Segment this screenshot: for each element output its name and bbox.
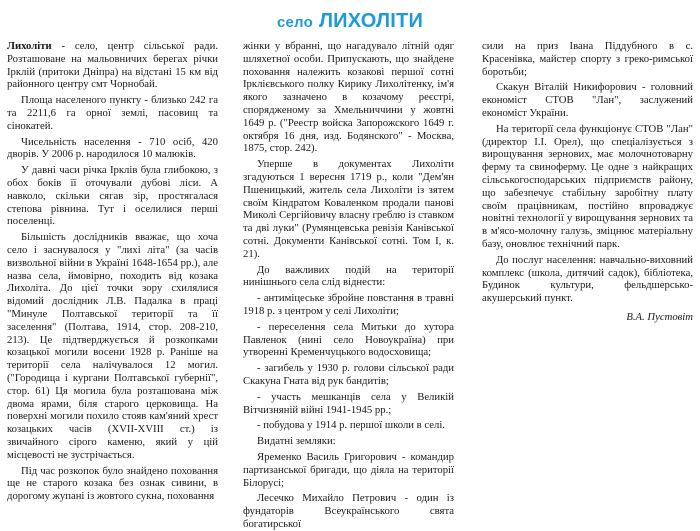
- page-title: [0, 10, 700, 33]
- col2-event-4: - участь мешканців села у Великій Вітчизняній війні 1941-1945 рр.;: [243, 390, 454, 416]
- col2-event-5: - побудова у 1914 р. першої школи в селі.: [257, 419, 445, 432]
- col1-history-nature: У давні часи річка Ірклів була глибокою, з обох боків її оточували дубові ліси. А навколо, скільки сягав зір, простягалася степова рівнина. Тут і оселилися перші поселенці.: [7, 164, 218, 228]
- col2-events-intro: До важливих подій на території нинішнього села слід віднести:: [243, 263, 454, 289]
- col1-name-origin: Більшість дослідників вважає, що хоча село і заснувалося у "лихі літа" (за часів визвольної війни в Україні 1648-1654 рр.), але назва села, ймовірно, походить від козака Лихоліта. До цієї точки зору схилялися відомий дослідник Л.В. Падалка в праці "Минуле Полтавської території та її заселення" (Полтава, 1914, стор. 208-210, 213). Це підтверджується й розкопками козацької могили восени 1928 р. Раніше на території села налічувалося 12 могил. ("Городища і кургани Полтавської губернії", стор. 61) Ця могила була розташована між двома ярами, біля старого церковища. На поверхні могили похило стояв кам'яний хрест козацьких часів (XVII-XVIII ст.) із звичайного сірого каменю, який у цій місцевості не зустрічається.: [7, 231, 218, 461]
- col3-enterprise: На території села функціонує СТОВ "Лан" (директор І.І. Орел), що спеціалізується з вирощування зернових, має молочнотоварну ферму та свиноферму. Це одне з найкращих сільськогосподарських підприємств району, що забезпечує стабільну заробітну плату своїм працівникам, постійно впроваджує новітні технології у вирощування зернових та в м'ясо-молочну галузь, зміцнює матеріальну базу, оновлює технічний парк.: [482, 122, 693, 250]
- col2-event-3: - загибель у 1930 р. голови сільської ради Скакуна Гната від рук бандитів;: [243, 362, 454, 387]
- col1-excavation: Під час розкопок було знайдено поховання ще не старого козака без ознак сивини, в дорогому жупані із жовтого сукна, поховання: [7, 464, 218, 503]
- village-name-bold: Лихоліти: [7, 40, 52, 52]
- col3-notable-3: Скакун Віталій Никифорович - головний економіст СТОВ "Лан", заслужений економіст України.: [482, 81, 693, 119]
- col1-intro: [7, 40, 218, 91]
- column-2: [243, 40, 454, 530]
- col3-services: До послуг населення: навчально-виховний комплекс (школа, дитячий садок), бібліотека, Будинок культури, фельдшерсько-акушерський пункт.: [482, 253, 693, 305]
- col2-event-2: - переселення села Митьки до хутора Павленок (нині село Новоукраїна) при утворенні Кременчуцького водосховища;: [243, 320, 454, 359]
- title-prefix: село: [276, 14, 313, 31]
- col2-notable-2: Лесечко Михайло Петрович - один із фундаторів Всеукраїнського свята богатирської: [243, 492, 454, 530]
- column-1: [7, 40, 218, 503]
- col2-first-mention: Уперше в документах Лихоліти згадуються 1 вересня 1719 р., коли "Дем'ян Пшеницький, житель села Лихоліти із зятем своїм Кіндратом Коваленком продали панові Миколі Сергійовичу власну греблю із ставком та дві луки" (Румянцевська ревізія Канівської сотні. Документи Канівської сотні. Том І, к. 21).: [243, 158, 454, 260]
- col1-intro-text: - село, центр сільської ради. Розташоване на мальовничих берегах річки Ірклій (притоки Дніпра) на відстані 15 км від районного центру смт Чорнобай.: [7, 40, 218, 91]
- col2-burial: жінки у вбранні, що нагадувало літній одяг шляхетної особи. Припускають, що знайдене поховання належить козакові першої сотні Ірклієвського полку Кирику Лихолітенку, ім'я якого зазначено в козачому реєстрі, спорядженому за Хмельниччини у жовтні 1649 р. ("Реестр войска Запорожского 1649 г. октября 16 дня, изд. Бодянского" - Москва, 1875, стор. 242).: [243, 40, 454, 155]
- column-3: [482, 40, 693, 488]
- col3-notable-cont: сили на приз Івана Піддубного в с. Красенівка, майстер спорту з греко-римської боротьби;: [482, 40, 693, 78]
- author-signature: В.А. Пустовіт: [626, 310, 693, 323]
- col2-event-1: - антиміцеське збройне повстання в травні 1918 р. з центром у селі Лихоліти;: [243, 292, 454, 317]
- title-name: ЛИХОЛІТИ: [318, 10, 424, 32]
- col2-notables-heading: Видатні земляки:: [257, 435, 336, 448]
- col1-area: Площа населеного пункту - близько 242 га та 2211,6 га орної землі, пасовищ та сінокатей.: [7, 94, 218, 132]
- col1-population: Чисельність населення - 710 осіб, 420 дворів. У 2006 р. народилося 10 малюків.: [7, 135, 218, 161]
- col2-notable-1: Яременко Василь Григорович - командир партизанської бригади, що діяла на території Білорусі;: [243, 450, 454, 489]
